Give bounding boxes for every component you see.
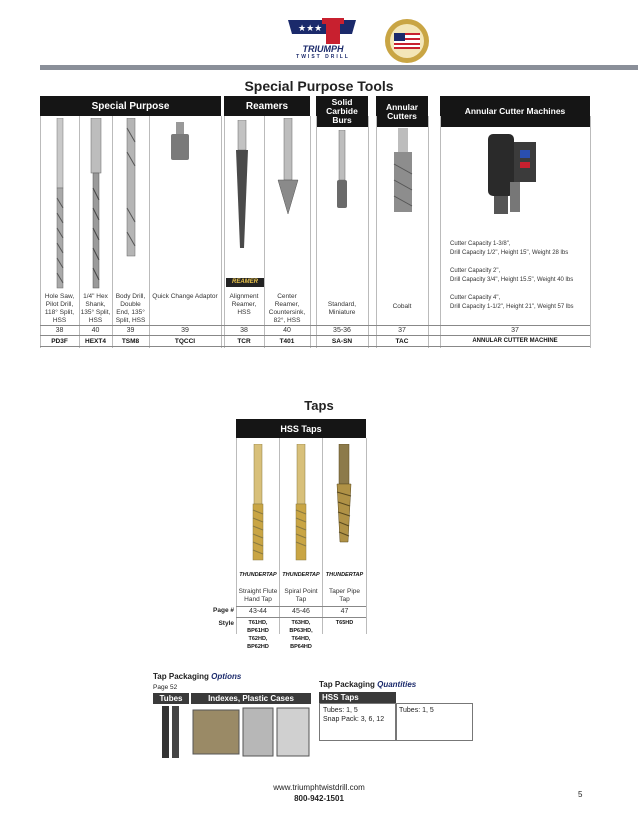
taps-title: Taps — [304, 398, 334, 413]
tubes-image — [156, 706, 186, 758]
tool-desc: Hole Saw, Pilot Drill, 118° Split, HSS — [44, 293, 75, 324]
tool-page: 40 — [91, 327, 100, 334]
special-tools-title: Special Purpose Tools — [244, 78, 394, 94]
page-label: Page # — [213, 607, 234, 614]
brand-name: TRIUMPH — [302, 44, 344, 54]
usa-seal-icon — [384, 18, 430, 64]
tool-desc: Alignment Reamer, HSS — [229, 293, 259, 316]
tool-style: SA-SN — [331, 338, 353, 345]
style-label: Style — [218, 620, 234, 627]
machine-spec-2a: Cutter Capacity 2", — [450, 268, 501, 274]
machine-spec-2b: Drill Capacity 3/4", Height 15.5", Weight 40 lbs — [450, 277, 574, 283]
brand-sub: TWIST DRILL — [296, 54, 350, 60]
body-drill-image — [121, 118, 141, 258]
annular-cutter-image — [392, 128, 414, 214]
tap-desc: Straight Flute Hand Tap — [238, 588, 278, 603]
group-solid-carbide: Solid Carbide Burs — [316, 96, 368, 127]
tap-style: T63HD, BP63HD, T64HD, BP64HD — [289, 620, 313, 650]
carbide-bur-image — [334, 130, 350, 210]
tool-style: PD3F — [51, 338, 68, 345]
thundertap-logo: THUNDERTAP — [282, 572, 320, 578]
tool-desc: Center Reamer, Countersink, 82°, HSS — [268, 293, 306, 324]
tap-page: 47 — [340, 608, 349, 615]
tool-page: 40 — [283, 327, 291, 334]
tool-style: TAC — [395, 338, 409, 345]
indexes-header: Indexes, Plastic Cases — [191, 693, 311, 704]
machine-spec-3b: Drill Capacity 1-1/2", Height 21", Weight 57 lbs — [450, 304, 574, 310]
machine-spec-1b: Drill Capacity 1/2", Height 15", Weight 28 lbs — [450, 250, 569, 256]
tool-page: 39 — [126, 327, 135, 334]
tool-desc: 1/4" Hex Shank, 135° Split, HSS — [80, 293, 111, 324]
group-annular-cutters: Annular Cutters — [376, 96, 428, 127]
packaging-options-heading: Tap Packaging Options — [153, 672, 242, 681]
tap-page: 43-44 — [249, 608, 267, 615]
plastic-cases-image — [191, 706, 311, 758]
tool-page: 35-36 — [333, 327, 351, 334]
hss-taps-header: HSS Taps — [236, 419, 366, 438]
page-number: 5 — [578, 790, 583, 799]
tap-desc: Taper Pipe Tap — [328, 588, 361, 603]
tool-page: 37 — [511, 327, 519, 334]
packaging-page-ref: Page 52 — [153, 684, 178, 691]
tool-style: TQCCI — [174, 338, 196, 345]
tool-style: TCR — [237, 338, 251, 345]
header-rule — [40, 65, 638, 70]
quick-change-adaptor-image — [168, 122, 192, 164]
machine-spec-3a: Cutter Capacity 4", — [450, 295, 501, 301]
qty-left: Tubes: 1, 5 Snap Pack: 3, 6, 12 — [319, 703, 397, 741]
tool-style: HEXT4 — [85, 338, 106, 345]
thundertap-logo: THUNDERTAP — [239, 572, 277, 578]
reamer-brand-logo: REAMER — [226, 278, 264, 287]
taper-pipe-tap-image — [334, 444, 354, 544]
tool-page: 38 — [240, 327, 248, 334]
tool-page: 37 — [398, 327, 406, 334]
tool-desc: Quick Change Adaptor — [152, 293, 218, 300]
machine-spec-1a: Cutter Capacity 1-3/8", — [450, 241, 511, 247]
tool-page: 38 — [55, 327, 64, 334]
tap-desc: Spiral Point Tap — [284, 588, 318, 603]
group-reamers: Reamers — [224, 96, 310, 116]
footer-phone: 800-942-1501 — [294, 794, 344, 803]
packaging-quantities-heading: Tap Packaging Quantities — [319, 680, 417, 689]
tool-page: 39 — [181, 327, 189, 334]
thundertap-logo: THUNDERTAP — [325, 572, 364, 578]
hss-taps-qty-header: HSS Taps — [319, 692, 396, 703]
group-special-purpose: Special Purpose — [40, 96, 221, 116]
svg-text:★★★: ★★★ — [298, 24, 323, 34]
spiral-point-tap-image — [291, 444, 311, 562]
alignment-reamer-image — [232, 120, 252, 250]
hex-shank-drill-image — [86, 118, 106, 290]
pilot-drill-image — [50, 118, 70, 290]
tool-style: T401 — [279, 338, 295, 345]
group-annular-machines: Annular Cutter Machines — [440, 96, 590, 127]
tool-desc: Standard, Miniature — [327, 301, 357, 316]
center-reamer-image — [276, 118, 300, 218]
tap-style: T65HD — [335, 620, 354, 626]
annular-cutter-machine-image — [480, 130, 550, 220]
footer-url: www.triumphtwistdrill.com — [273, 783, 365, 792]
tool-style: ANNULAR CUTTER MACHINE — [472, 338, 558, 344]
straight-flute-tap-image — [248, 444, 268, 562]
tubes-header: Tubes — [153, 693, 189, 704]
brand-logo — [282, 14, 362, 62]
tool-style: TSM8 — [121, 338, 140, 345]
tap-page: 45-46 — [292, 608, 310, 615]
tool-desc: Body Drill, Double End, 135° Split, HSS — [115, 293, 146, 324]
qty-right: Tubes: 1, 5 — [395, 703, 473, 741]
tool-desc: Cobalt — [392, 303, 412, 310]
tap-style: T61HD, BP61HD T62HD, BP62HD — [247, 620, 269, 650]
